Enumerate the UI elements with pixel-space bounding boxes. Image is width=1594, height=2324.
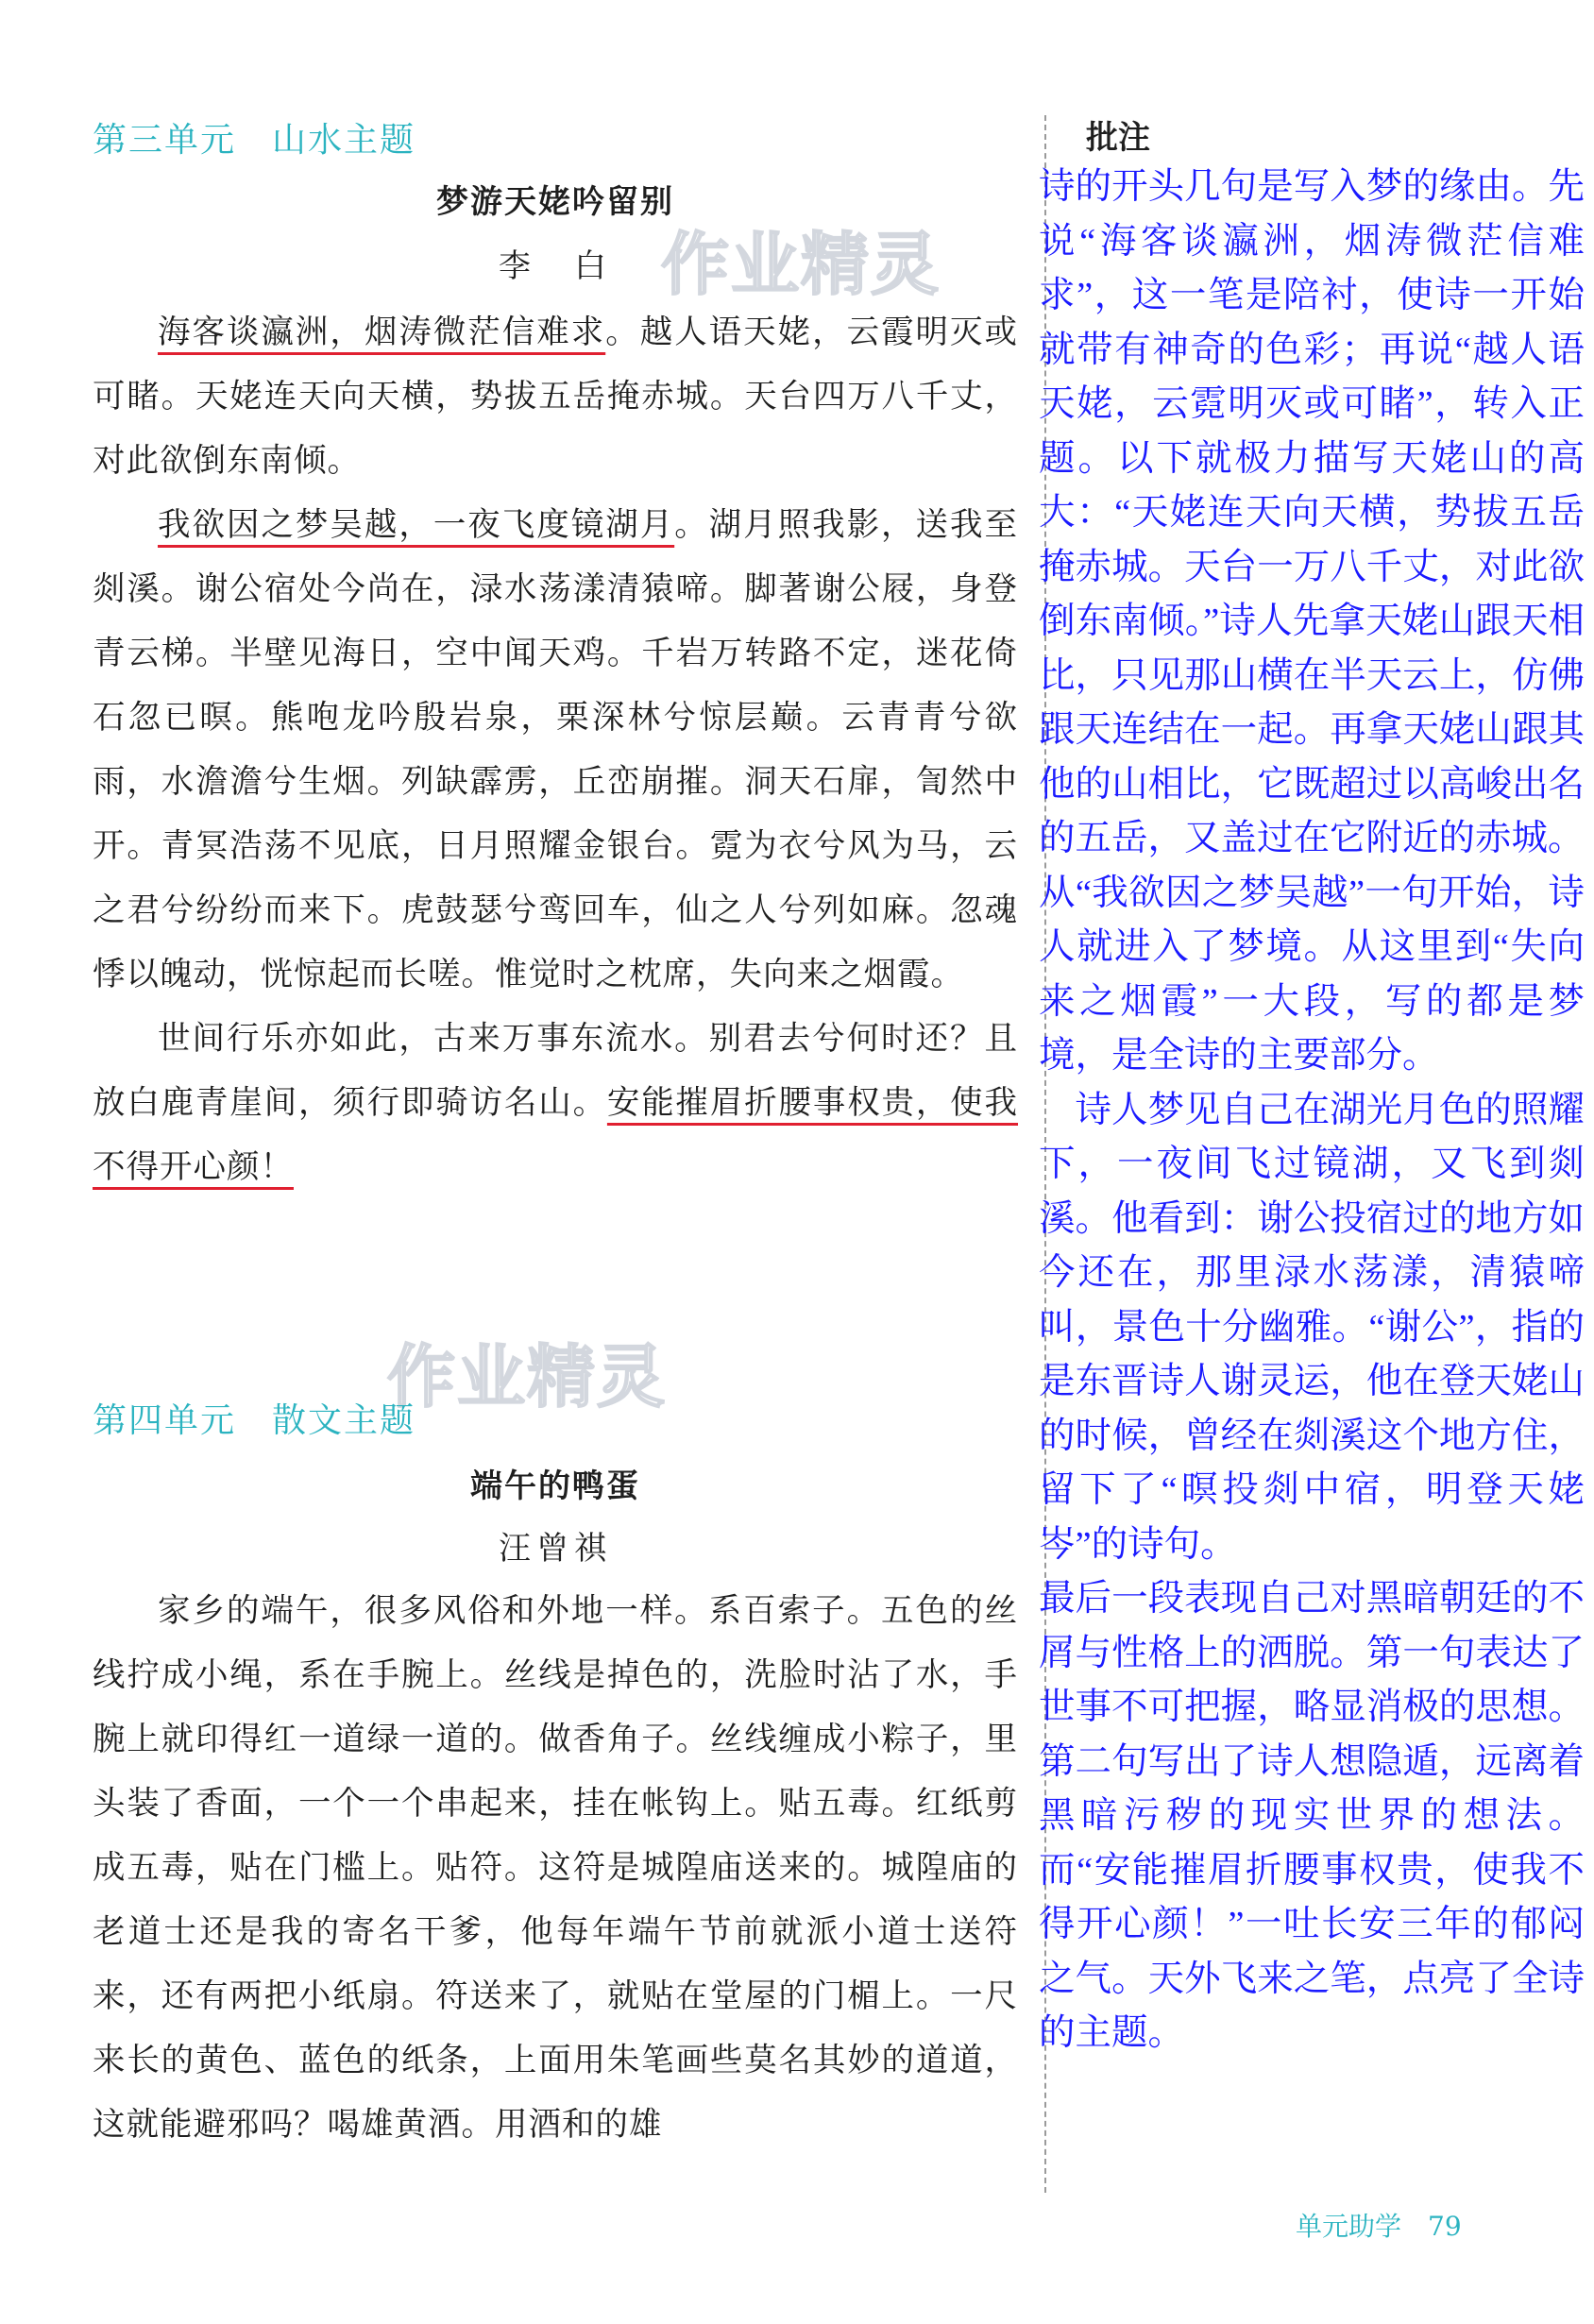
poem-paragraph-2 xyxy=(93,493,1018,1007)
poem-paragraph-3-text: 世间行乐亦如此，古来万事东流水。别君去兮何时还？且放白鹿青崖间，须行即骑访名山。 xyxy=(93,1020,1018,1122)
unit3-heading: 第三单元 山水主题 xyxy=(93,121,416,160)
underlined-phrase-2: 我欲因之梦吴越，一夜飞度镜湖月 xyxy=(158,506,675,544)
watermark: 作业精灵 xyxy=(661,225,941,304)
poem-author: 李 白 xyxy=(499,247,612,285)
poem-paragraph-3 xyxy=(93,1007,1018,1199)
notes-title: 批注 xyxy=(1086,119,1150,157)
poem-paragraph-1-text: 。越人语天姥，云霞明灭或可睹。天姥连天向天横，势拔五岳掩赤城。天台四万八千丈，对此欲倒东南倾。 xyxy=(93,314,1019,480)
underlined-phrase-3: 安能摧眉折腰事权贵，使我不得开心颜！ xyxy=(93,1084,1019,1186)
poem-body xyxy=(93,300,1018,1199)
page-footer: 单元助学 79 xyxy=(1296,2211,1462,2242)
note-1: 诗的开头几句是写入梦的缘由。先说“海客谈瀛洲，烟涛微茫信难求”，这一笔是陪衬，使诗一开始就带有神奇的色彩；再说“越人语天姥，云霓明灭或可睹”，转入正题。以下就极力描写天姥山的高大：“天姥连天向天横，势拔五岳掩赤城。天台一万八千丈，对此欲倒东南倾。”诗人先拿天姥山跟天相比，只见那山横在半天云上，仿佛跟天连结在一起。再拿天姥山跟其他的山相比，它既超过以高峻出名的五岳，又盖过在它附近的赤城。 xyxy=(1039,167,1585,858)
essay-paragraph-1: 家乡的端午，很多风俗和外地一样。系百索子。五色的丝线拧成小绳，系在手腕上。丝线是掉色的，洗脸时沾了水，手腕上就印得红一道绿一道的。做香角子。丝线缠成小粽子，里头装了香面，一个一个串起来，挂在帐钩上。贴五毒。红纸剪成五毒，贴在门槛上。贴符。这符是城隍庙送来的。城隍庙的老道士还是我的寄名干爹，他每年端午节前就派小道士送符来，还有两把小纸扇。符送来了，就贴在堂屋的门楣上。一尺来长的黄色、蓝色的纸条，上面用朱笔画些莫名其妙的道道，这就能避邪吗？喝雄黄酒。用酒和的雄 xyxy=(93,1592,1018,2144)
note-3: 诗人梦见自己在湖光月色的照耀下，一夜间飞过镜湖，又飞到剡溪。他看到：谢公投宿过的地方如今还在，那里渌水荡漾，清猿啼叫，景色十分幽雅。“谢公”，指的是东晋诗人谢灵运，他在登天姥山的时候，曾经在剡溪这个地方住，留下了“暝投剡中宿，明登天姥岑”的诗句。 xyxy=(1039,1090,1585,1565)
poem-paragraph-2-text: 。湖月照我影，送我至剡溪。谢公宿处今尚在，渌水荡漾清猿啼。脚著谢公屐，身登青云梯。半壁见海日，空中闻天鸡。千岩万转路不定，迷花倚石忽已暝。熊咆龙吟殷岩泉，栗深林兮惊层巅。云青青兮欲雨，水澹澹兮生烟。列缺霹雳，丘峦崩摧。洞天石扉，訇然中开。青冥浩荡不见底，日月照耀金银台。霓为衣兮风为马，云之君兮纷纷而来下。虎鼓瑟兮鸾回车，仙之人兮列如麻。忽魂悸以魄动，恍惊起而长嗟。惟觉时之枕席，失向来之烟霞。 xyxy=(93,506,1018,993)
note-2: 从“我欲因之梦吴越”一句开始，诗人就进入了梦境。从这里到“失向来之烟霞”一大段，写的都是梦境，是全诗的主要部分。 xyxy=(1039,873,1585,1076)
essay-title: 端午的鸭蛋 xyxy=(470,1467,640,1505)
watermark: 作业精灵 xyxy=(387,1337,668,1416)
poem-title: 梦游天姥吟留别 xyxy=(436,183,674,221)
underlined-phrase-1: 海客谈瀛洲，烟涛微茫信难求 xyxy=(158,314,606,351)
note-4: 最后一段表现自己对黑暗朝廷的不屑与性格上的洒脱。第一句表达了世事不可把握，略显消极的思想。第二句写出了诗人想隐遁，远离着黑暗污秽的现实世界的想法。而“安能摧眉折腰事权贵，使我不得开心颜！”一吐长安三年的郁闷之气。天外飞来之笔，点亮了全诗的主题。 xyxy=(1039,1579,1585,2053)
poem-paragraph-1 xyxy=(93,300,1018,493)
unit4-heading: 第四单元 散文主题 xyxy=(93,1401,416,1440)
essay-body xyxy=(93,1579,1018,2157)
essay-author: 汪曾祺 xyxy=(499,1530,612,1568)
notes-column xyxy=(1039,161,1585,2061)
